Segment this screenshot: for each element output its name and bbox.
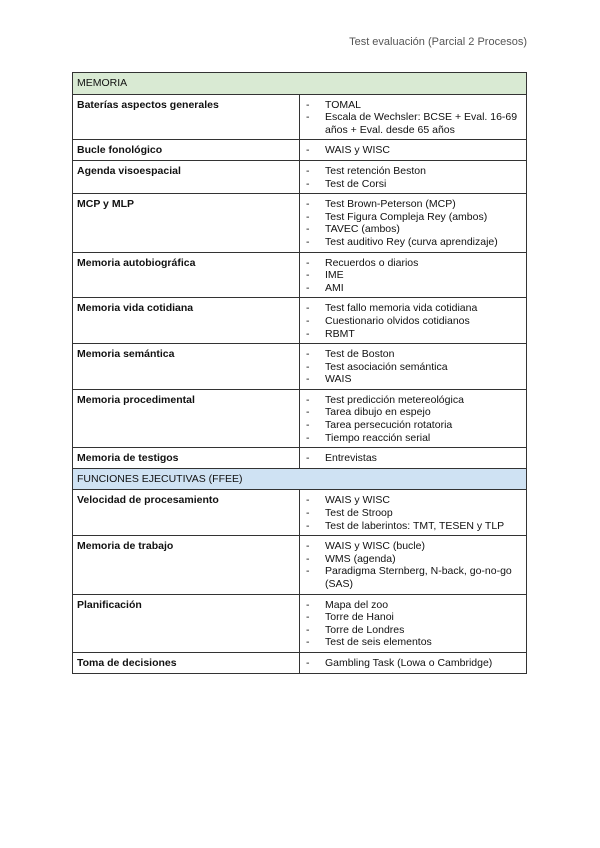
table-row [73,160,527,193]
list-item: - Test predicción metereológica [304,394,522,407]
list-item: - Paradigma Sternberg, N-back, go-no-go (SAS) [304,565,522,590]
tests-cell [300,490,527,536]
list-item: - WAIS y WISC [304,144,522,157]
table-body [73,73,527,674]
test-list [304,599,522,649]
list-item: - RBMT [304,328,522,341]
list-item: - TAVEC (ambos) [304,223,522,236]
test-table [72,72,527,674]
list-item: - Tiempo reacción serial [304,432,522,445]
tests-cell [300,194,527,252]
list-item: - Test de Boston [304,348,522,361]
tests-cell [300,344,527,390]
list-item: - Test auditivo Rey (curva aprendizaje) [304,236,522,249]
list-item: - Test Brown-Peterson (MCP) [304,198,522,211]
list-item: - IME [304,269,522,282]
list-item: - TOMAL [304,99,522,112]
list-item: - Entrevistas [304,452,522,465]
test-list [304,494,522,532]
category-cell: MCP y MLP [73,194,300,252]
list-item: - Cuestionario olvidos cotidianos [304,315,522,328]
list-item: - Mapa del zoo [304,599,522,612]
list-item: - Test de seis elementos [304,636,522,649]
list-item: - Torre de Hanoi [304,611,522,624]
tests-cell [300,594,527,652]
test-list [304,198,522,248]
category-cell: Bucle fonológico [73,140,300,161]
section-title: FUNCIONES EJECUTIVAS (FFEE) [73,468,527,490]
test-list [304,540,522,590]
table-row [73,140,527,161]
category-cell: Memoria de testigos [73,448,300,469]
table-row [73,594,527,652]
table-row [73,344,527,390]
table-row [73,448,527,469]
category-cell: Memoria procedimental [73,389,300,447]
test-list [304,657,522,670]
tests-cell [300,536,527,594]
table-row [73,536,527,594]
tests-cell [300,140,527,161]
list-item: - Test de Stroop [304,507,522,520]
category-cell: Memoria vida cotidiana [73,298,300,344]
category-cell: Agenda visoespacial [73,160,300,193]
table-row [73,194,527,252]
category-cell: Toma de decisiones [73,652,300,673]
list-item: - Test fallo memoria vida cotidiana [304,302,522,315]
list-item: - WMS (agenda) [304,553,522,566]
category-cell: Velocidad de procesamiento [73,490,300,536]
test-list [304,99,522,137]
list-item: - Escala de Wechsler: BCSE + Eval. 16-69 años + Eval. desde 65 años [304,111,522,136]
section-title: MEMORIA [73,73,527,95]
tests-cell [300,252,527,298]
test-list [304,302,522,340]
list-item: - WAIS y WISC (bucle) [304,540,522,553]
tests-cell [300,389,527,447]
test-list [304,394,522,444]
tests-cell [300,652,527,673]
section-header-row [73,468,527,490]
tests-cell [300,160,527,193]
category-cell: Memoria semántica [73,344,300,390]
category-cell: Planificación [73,594,300,652]
tests-cell [300,94,527,140]
test-list [304,165,522,190]
test-list [304,257,522,295]
tests-cell [300,298,527,344]
list-item: - Gambling Task (Lowa o Cambridge) [304,657,522,670]
table-row [73,94,527,140]
test-list [304,348,522,386]
list-item: - Recuerdos o diarios [304,257,522,270]
list-item: - WAIS [304,373,522,386]
list-item: - WAIS y WISC [304,494,522,507]
list-item: - Torre de Londres [304,624,522,637]
list-item: - Tarea persecución rotatoria [304,419,522,432]
category-cell: Memoria autobiográfica [73,252,300,298]
table-row [73,252,527,298]
table-row [73,490,527,536]
table-row [73,298,527,344]
test-list [304,144,522,157]
list-item: - AMI [304,282,522,295]
category-cell: Baterías aspectos generales [73,94,300,140]
table-row [73,389,527,447]
list-item: - Test Figura Compleja Rey (ambos) [304,211,522,224]
list-item: - Tarea dibujo en espejo [304,406,522,419]
list-item: - Test de Corsi [304,178,522,191]
section-header-row [73,73,527,95]
list-item: - Test asociación semántica [304,361,522,374]
list-item: - Test retención Beston [304,165,522,178]
test-list [304,452,522,465]
table-row [73,652,527,673]
tests-cell [300,448,527,469]
list-item: - Test de laberintos: TMT, TESEN y TLP [304,520,522,533]
page-header: Test evaluación (Parcial 2 Procesos) [349,36,527,48]
category-cell: Memoria de trabajo [73,536,300,594]
